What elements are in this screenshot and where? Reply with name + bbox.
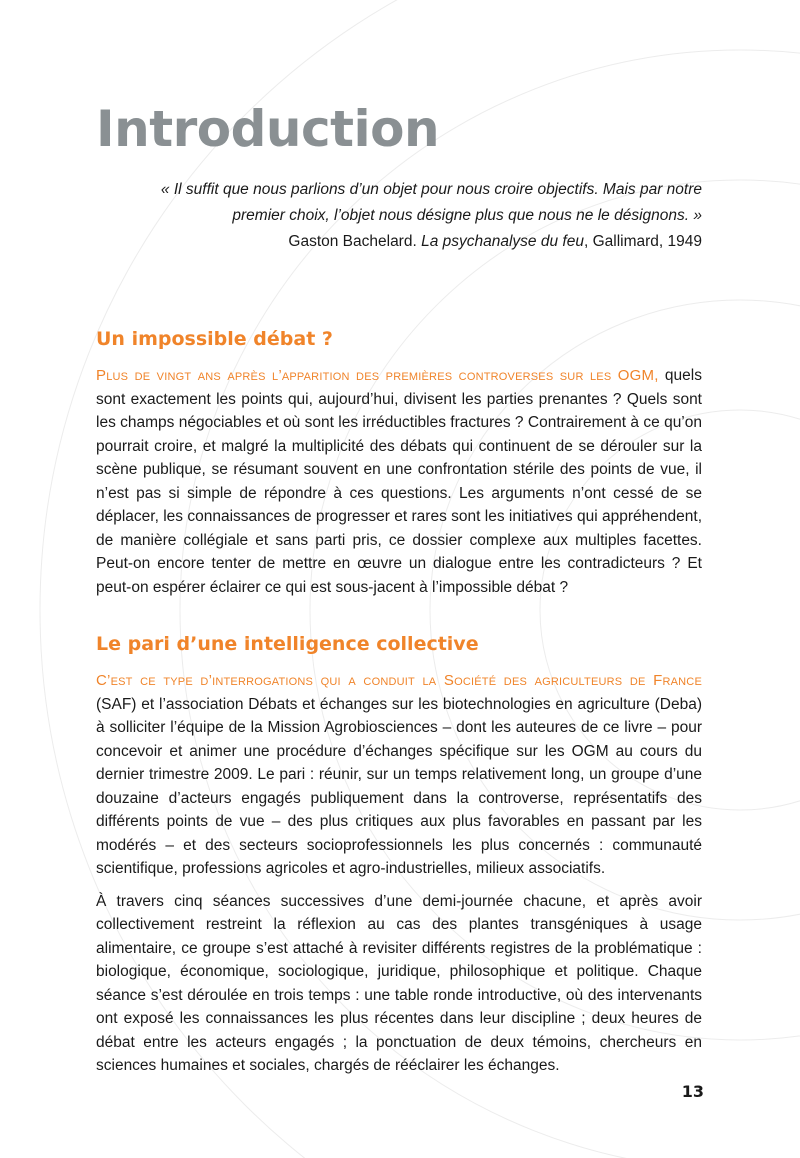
epigraph-quote-line-1: « Il suffit que nous parlions d’un objet pour nous croire objectifs. Mais par notre — [160, 181, 702, 198]
paragraph-impossible-debat — [96, 364, 702, 599]
page-number: 13 — [681, 1082, 704, 1101]
paragraph-lead-in: Plus de vingt ans après l’apparition des premières controverses sur les OGM, — [96, 367, 659, 384]
section-heading-impossible-debat: Un impossible débat ? — [96, 328, 333, 350]
paragraph-lead-in: C’est ce type d’interrogations qui a conduit la Société des agriculteurs de France — [96, 672, 702, 689]
section-heading-intelligence-collective: Le pari d’une intelligence collective — [96, 633, 479, 655]
paragraph-body: quels sont exactement les points qui, aujourd’hui, divisent les parties prenantes ? Quels sont les champs négociables et où sont les irréductibles fractures ? Contrairement à ce qu’on pourrait croire, et malgré la multiplicité des débats qui continuent de se dérouler sur la scène publique, se résumant souvent en une confrontation stérile des points de vue, il n’est pas si simple de répondre à ces questions. Les arguments n’ont cessé de se déplacer, les connaissances de progresser et rares sont les initiatives qui appréhendent, de manière collégiale et sans parti pris, ce dossier complexe aux multiples facettes. Peut-on encore tenter de mettre en œuvre un dialogue entre les contradicteurs ? Et peut-on espérer éclairer ce qui est sous-jacent à l’impossible débat ? — [96, 367, 702, 596]
epigraph — [96, 177, 702, 255]
epigraph-publisher: , Gallimard, 1949 — [583, 233, 702, 250]
main-content — [96, 322, 702, 1078]
page-title: Introduction — [96, 100, 440, 158]
paragraph-intelligence-collective — [96, 669, 702, 881]
epigraph-quote-line-2: premier choix, l’objet nous désigne plus que nous ne le désignons. » — [232, 207, 702, 224]
epigraph-work: La psychanalyse du feu — [421, 233, 584, 250]
paragraph-body: (SAF) et l’association Débats et échanges sur les biotechnologies en agriculture (Deba) à solliciter l’équipe de la Mission Agrobiosciences – dont les auteures de ce livre – pour concevoir et animer une procédure d’échanges spécifique sur les OGM au cours du dernier trimestre 2009. Le pari : réunir, sur un temps relativement long, un groupe d’une douzaine d’acteurs engagés publiquement dans la controverse, représentatifs des différents points de vue – des plus critiques aux plus favorables en passant par les modérés – et des secteurs socioprofessionnels les plus concernés : communauté scientifique, professions agricoles et agro-industrielles, milieux associatifs. — [96, 695, 702, 877]
epigraph-citation — [96, 229, 702, 255]
epigraph-author: Gaston Bachelard. — [288, 233, 422, 250]
paragraph-seances: À travers cinq séances successives d’une demi-journée chacune, et après avoir collectivement restreint la réflexion au cas des plantes transgéniques à usage alimentaire, ce groupe s’est attaché à revisiter différents registres de la problématique : biologique, économique, sociologique, juridique, philosophique et politique. Chaque séance s’est déroulée en trois temps : une table ronde introductive, où des intervenants ont exposé les connaissances les plus récentes dans leur discipline ; deux heures de débat entre les acteurs engagés ; la ponctuation de deux témoins, chercheurs en sciences humaines et sociales, chargés de rééclairer les échanges. — [96, 892, 702, 1074]
